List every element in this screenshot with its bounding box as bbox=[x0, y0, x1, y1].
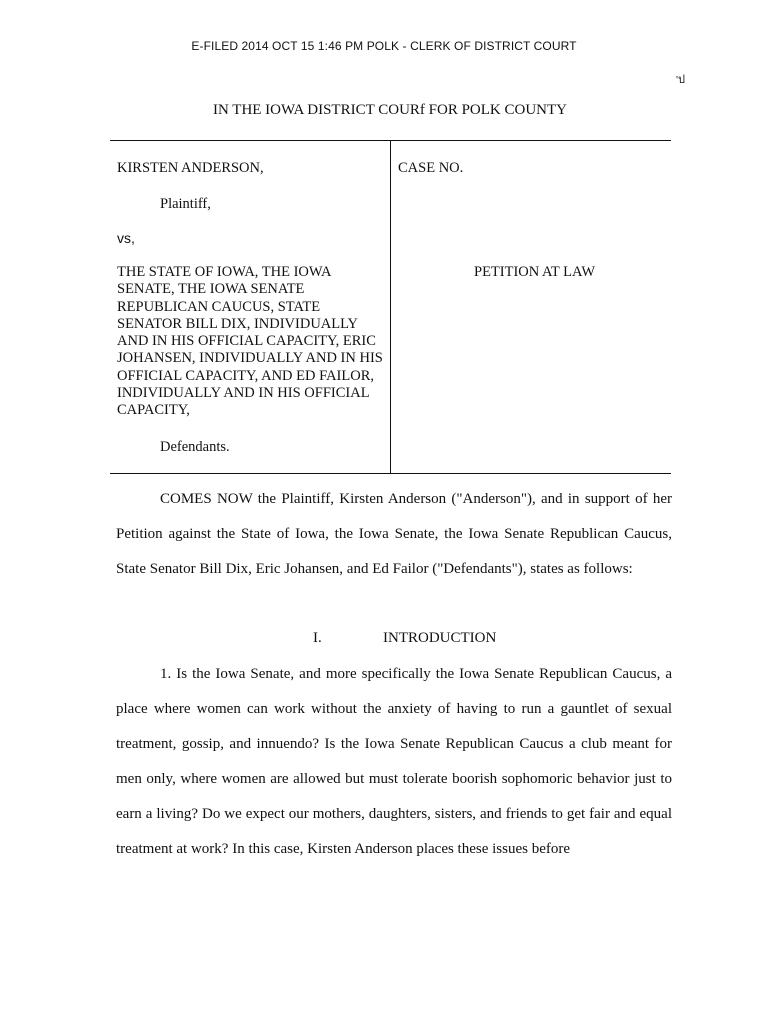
paragraph-1: 1. Is the Iowa Senate, and more specifically the Iowa Senate Republican Caucus, a place where women can work without the anxiety of having to run a gauntlet of sexual treatment, gossip, and innuendo? Is the Iowa Senate Republican Caucus a club meant for men only, where women are allowed but must tolerate boorish sophomoric behavior just to earn a living? Do we expect our mothers, daughters, sisters, and friends to get fair and equal treatment at work? In this case, Kirsten Anderson places these issues before bbox=[116, 666, 672, 857]
section-title: INTRODUCTION bbox=[383, 630, 497, 646]
defendants-list: THE STATE OF IOWA, THE IOWA SENATE, THE IOWA SENATE REPUBLICAN CAUCUS, STATE SENATOR BILL DIX, INDIVIDUALLY AND IN HIS OFFICIAL CAPACITY, ERIC JOHANSEN, INDIVIDUALLY AND IN HIS OFFICIAL CAPACITY, AND ED FAILOR, INDIVIDUALLY AND IN HIS OFFICIAL CAPACITY, bbox=[117, 264, 383, 419]
case-number-label: CASE NO. bbox=[398, 160, 464, 176]
margin-mark: 'ป bbox=[676, 74, 685, 86]
court-heading: IN THE IOWA DISTRICT COURf FOR POLK COUNTY bbox=[212, 102, 568, 118]
versus-label: vs, bbox=[117, 230, 135, 246]
intro-paragraph: COMES NOW the Plaintiff, Kirsten Anderson ("Anderson"), and in support of her Petition against the State of Iowa, the Iowa Senate, the Iowa Senate Republican Caucus, State Senator Bill Dix, Eric Johansen, and Ed Failor ("Defendants"), states as follows: bbox=[116, 491, 672, 577]
case-caption bbox=[110, 140, 671, 474]
document-title: PETITION AT LAW bbox=[474, 264, 595, 280]
efiled-stamp: E-FILED 2014 OCT 15 1:46 PM POLK - CLERK OF DISTRICT COURT bbox=[191, 39, 577, 53]
plaintiff-name: KIRSTEN ANDERSON, bbox=[117, 160, 264, 176]
plaintiff-role: Plaintiff, bbox=[160, 196, 211, 212]
defendants-role: Defendants. bbox=[160, 439, 230, 455]
caption-divider bbox=[390, 141, 391, 473]
section-number: I. bbox=[313, 630, 322, 646]
